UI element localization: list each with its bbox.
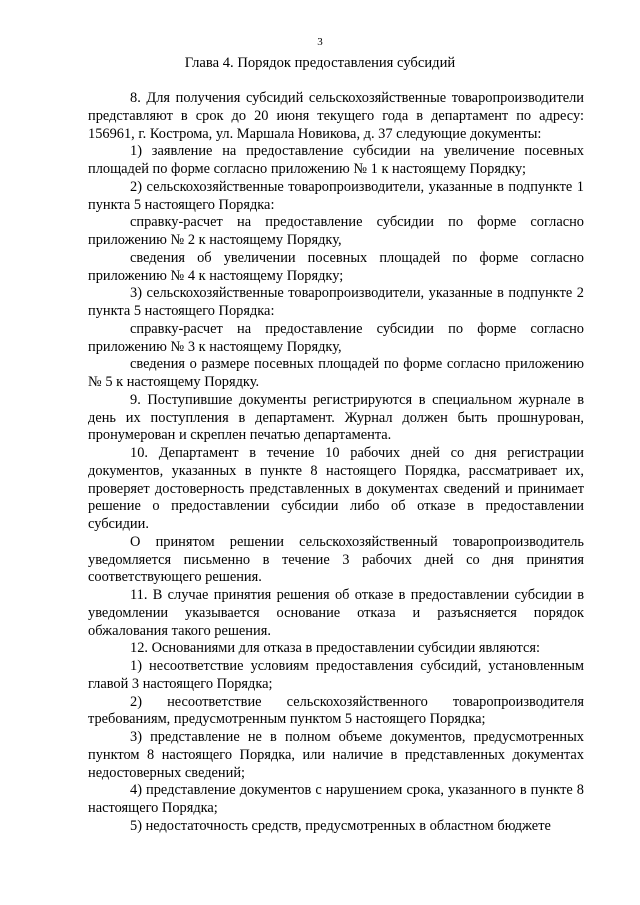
list-item-12-1: 1) несоответствие условиям предоставления субсидий, установленным главой 3 настоящего Порядка; [88, 658, 584, 692]
list-item-8-3: 3) сельскохозяйственные товаропроизводители, указанные в подпункте 2 пункта 5 настоящего Порядка: [88, 285, 584, 319]
paragraph-11: 11. В случае принятия решения об отказе в предоставлении субсидии в уведомлении указывается основание отказа и разъясняется порядок обжалования такого решения. [88, 587, 584, 639]
list-item-8-2-area-increase: сведения об увеличении посевных площадей по форме согласно приложению № 4 к настоящему Порядку; [88, 249, 584, 284]
document-body [88, 90, 584, 836]
paragraph-8: 8. Для получения субсидий сельскохозяйственные товаропроизводители представляют в срок до 20 июня текущего года в департамент по адресу: 156961, г. Кострома, ул. Маршала Новикова, д. 37 следующие документы: [88, 90, 584, 142]
chapter-title: Глава 4. Порядок предоставления субсидий [184, 55, 456, 71]
paragraph-10-notice: О принятом решении сельскохозяйственный товаропроизводитель уведомляется письменно в течение 3 рабочих дней со дня принятия соответствующего решения. [88, 533, 584, 586]
list-item-8-2-calculation: справку-расчет на предоставление субсидии по форме согласно приложению № 2 к настоящему Порядку, [88, 214, 584, 248]
page-number: 3 [317, 36, 323, 48]
paragraph-9: 9. Поступившие документы регистрируются в специальном журнале в день их поступления в департамент. Журнал должен быть прошнурован, пронумерован и скреплен печатью департамента. [88, 391, 584, 444]
paragraph-10: 10. Департамент в течение 10 рабочих дней со дня регистрации документов, указанных в пункте 8 настоящего Порядка, рассматривает их, проверяет достоверность представленных в документах сведений и принимает решение о предоставлении субсидии либо об отказе в предоставлении субсидии. [88, 445, 584, 532]
list-item-12-5: 5) недостаточность средств, предусмотренных в областном бюджете [130, 817, 551, 834]
list-item-12-2: 2) несоответствие сельскохозяйственного товаропроизводителя требованиям, предусмотренным пунктом 5 настоящего Порядка; [88, 693, 584, 728]
list-item-12-3: 3) представление не в полном объеме документов, предусмотренных пунктом 8 настоящего Порядка, или наличие в представленных документах недостоверных сведений; [88, 729, 584, 781]
paragraph-12: 12. Основаниями для отказа в предоставлении субсидии являются: [130, 640, 540, 657]
list-item-8-1: 1) заявление на предоставление субсидии на увеличение посевных площадей по форме согласно приложению № 1 к настоящему Порядку; [88, 143, 584, 177]
list-item-8-3-calculation: справку-расчет на предоставление субсидии по форме согласно приложению № 3 к настоящему Порядку, [88, 320, 584, 355]
list-item-8-3-area-size: сведения о размере посевных площадей по форме согласно приложению № 5 к настоящему Порядку. [88, 356, 584, 390]
list-item-8-2: 2) сельскохозяйственные товаропроизводители, указанные в подпункте 1 пункта 5 настоящего Порядка: [88, 178, 584, 213]
list-item-12-4: 4) представление документов с нарушением срока, указанного в пункте 8 настоящего Порядка; [88, 782, 584, 816]
